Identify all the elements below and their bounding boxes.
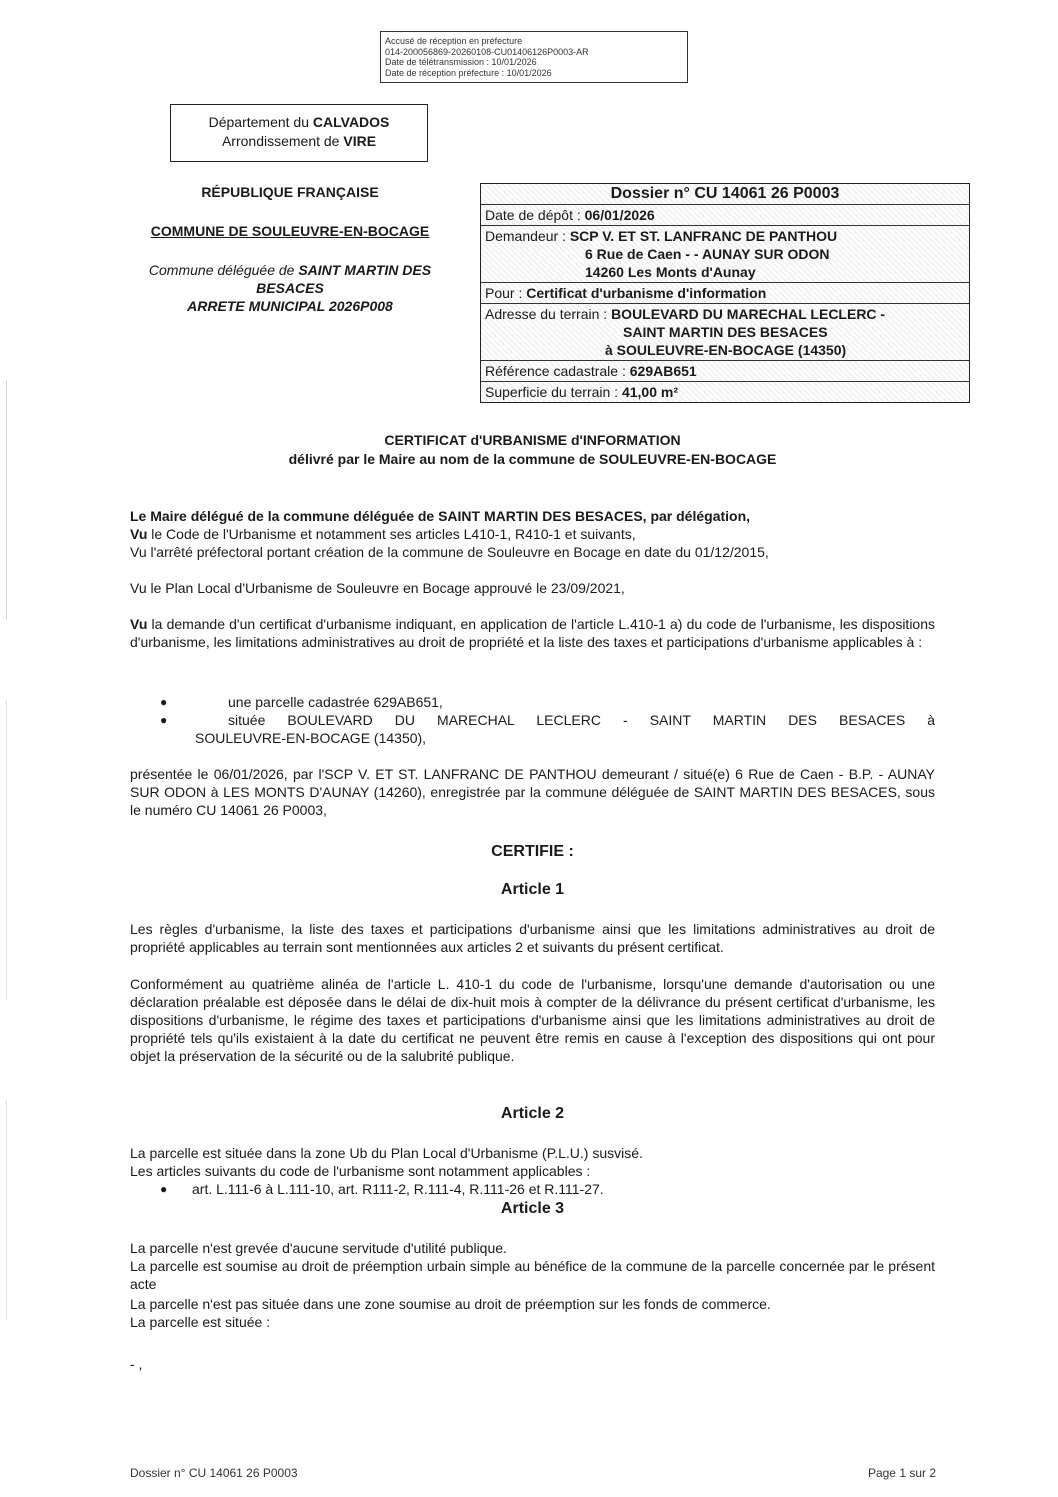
- department-name: CALVADOS: [312, 114, 390, 130]
- dossier-title: Dossier n° CU 14061 26 P0003: [610, 185, 840, 202]
- article3-line2: La parcelle est soumise au droit de préemption urbain simple au bénéfice de la commune de la parcelle concernée par le présent acte: [130, 1258, 935, 1292]
- maire-line: Le Maire délégué de la commune déléguée de SAINT MARTIN DES BESACES, par délégation,: [130, 508, 751, 524]
- superficie-value: 41,00 m²: [621, 384, 679, 400]
- vu-text: le Code de l'Urbanisme et notamment ses articles L410-1, R410-1 et suivants,: [147, 526, 636, 542]
- vu-code-urbanisme: [130, 525, 935, 543]
- article2-heading: Article 2: [500, 1105, 565, 1122]
- vu-keyword: Vu: [130, 616, 148, 632]
- article2-bullet: art. L.111-6 à L.111-10, art. R111-2, R.111-4, R.111-26 et R.111-27.: [192, 1181, 604, 1197]
- dossier-box: [480, 183, 970, 403]
- trailing-mark: - ,: [130, 1356, 143, 1372]
- bullet-dot: ●: [160, 695, 168, 709]
- depot-label: Date de dépôt :: [485, 207, 585, 223]
- bullet-dot: ●: [160, 1182, 168, 1196]
- dossier-depot: [481, 204, 969, 225]
- arrete-number: ARRETE MUNICIPAL 2026P008: [187, 298, 393, 314]
- adresse-line1: BOULEVARD DU MARECHAL LECLERC -: [611, 306, 886, 322]
- dossier-pour: [481, 282, 969, 303]
- depot-value: 06/01/2026: [584, 207, 655, 223]
- presentee-paragraph: présentée le 06/01/2026, par l'SCP V. ET ST. LANFRANC DE PANTHOU demeurant / situé(e) 6 Rue de Caen - B.P. - AUNAY SUR ODON à LES MONTS D'AUNAY (14260), enregistrée par la commune déléguée de SAINT MARTIN DES BESACES, sous le numéro CU 14061 26 P0003,: [130, 766, 935, 818]
- adresse-label: Adresse du terrain :: [485, 306, 612, 322]
- reception-stamp: [380, 31, 688, 83]
- bullet-situee: située BOULEVARD DU MARECHAL LECLERC - SAINT MARTIN DES BESACES à: [228, 712, 935, 728]
- deleguee-name-line1: SAINT MARTIN DES: [298, 262, 432, 278]
- dossier-adresse: [481, 303, 969, 360]
- footer-page-number: Page 1 sur 2: [867, 1466, 936, 1480]
- department-prefix: Département du: [208, 114, 313, 130]
- adresse-line3: à SOULEUVRE-EN-BOCAGE (14350): [605, 342, 847, 358]
- article1-paragraph1: Les règles d'urbanisme, la liste des taxes et participations d'urbanisme ainsi que les limitations administratives au droit de propriété applicables au terrain sont mentionnées aux articles 2 et suivants du présent certificat.: [130, 921, 935, 955]
- certificat-title: CERTIFICAT d'URBANISME d'INFORMATION: [384, 432, 681, 448]
- scan-edge-mark: [6, 700, 7, 1000]
- bullet-situee-cont: SOULEUVRE-EN-BOCAGE (14350),: [195, 730, 427, 746]
- dossier-reference: [481, 360, 969, 381]
- vu-demande: [130, 615, 935, 651]
- demandeur-line2: 6 Rue de Caen - - AUNAY SUR ODON: [585, 246, 830, 262]
- dossier-superficie: [481, 381, 969, 402]
- demandeur-line3: 14260 Les Monts d'Aunay: [585, 264, 756, 280]
- bullet-dot: ●: [160, 713, 168, 727]
- superficie-label: Superficie du terrain :: [485, 384, 622, 400]
- pour-value: Certificat d'urbanisme d'information: [526, 285, 767, 301]
- demandeur-label: Demandeur :: [485, 228, 570, 244]
- commune-heading: COMMUNE DE SOULEUVRE-EN-BOCAGE: [150, 223, 430, 239]
- article3-heading: Article 3: [500, 1200, 565, 1217]
- article3-line4: La parcelle est située :: [130, 1314, 271, 1330]
- arrondissement-line: [171, 132, 427, 151]
- scan-edge-mark: [6, 380, 7, 620]
- article3-line3: La parcelle n'est pas située dans une zone soumise au droit de préemption sur les fonds de commerce.: [130, 1296, 771, 1312]
- pour-label: Pour :: [485, 285, 527, 301]
- reference-value: 629AB651: [629, 363, 697, 379]
- republique-heading: RÉPUBLIQUE FRANÇAISE: [201, 184, 379, 200]
- scan-edge-mark: [6, 1100, 7, 1320]
- vu-text: la demande d'un certificat d'urbanisme indiquant, en application de l'article L.410-1 a) du code de l'urbanisme, les dispositions d'urbanisme, les limitations administratives au droit de propriété et la liste des taxes et participations d'urbanisme applicables à :: [130, 616, 935, 650]
- arrondissement-prefix: Arrondissement de: [221, 133, 344, 149]
- certifie-heading: CERTIFIE :: [491, 843, 574, 860]
- stamp-line: Accusé de réception en préfecture: [385, 36, 523, 46]
- vu-arrete-prefectoral: Vu l'arrêté préfectoral portant création de la commune de Souleuvre en Bocage en date du 01/12/2015,: [130, 544, 769, 560]
- demandeur-line1: SCP V. ET ST. LANFRANC DE PANTHOU: [569, 228, 838, 244]
- department-line: [171, 113, 427, 132]
- arrondissement-name: VIRE: [343, 133, 377, 149]
- stamp-line: Date de réception préfecture : 10/01/2026: [385, 67, 552, 78]
- adresse-line2: SAINT MARTIN DES BESACES: [623, 324, 828, 340]
- article1-paragraph2: Conformément au quatrième alinéa de l'article L. 410-1 du code de l'urbanisme, lorsqu'une demande d'autorisation ou une déclaration préalable est déposée dans le délai de dix-huit mois à compter de la délivrance du présent certificat d'urbanisme, les dispositions d'urbanisme, le régime des taxes et participations d'urbanisme ainsi que les limitations administratives au droit de propriété tels qu'ils existaient à la date du certificat ne peuvent être remis en cause à l'exception des dispositions qui ont pour objet la préservation de la sécurité ou de la salubrité publique.: [130, 976, 935, 1064]
- reference-label: Référence cadastrale :: [485, 363, 630, 379]
- article2-line1: La parcelle est située dans la zone Ub du Plan Local d'Urbanisme (P.L.U.) susvisé.: [130, 1145, 643, 1161]
- stamp-line: Date de télétransmission : 10/01/2026: [385, 57, 537, 67]
- article1-heading: Article 1: [500, 881, 565, 898]
- article2-line2: Les articles suivants du code de l'urbanisme sont notamment applicables :: [130, 1163, 591, 1179]
- department-box: [170, 104, 428, 162]
- vu-plu: Vu le Plan Local d'Urbanisme de Souleuvre en Bocage approuvé le 23/09/2021,: [130, 580, 625, 596]
- commune-deleguee: [120, 261, 460, 315]
- deleguee-prefix: Commune déléguée de: [148, 262, 299, 278]
- footer-dossier: Dossier n° CU 14061 26 P0003: [130, 1466, 298, 1480]
- vu-keyword: Vu: [130, 526, 148, 542]
- stamp-line: 014-200056869-20260108-CU01406126P0003-AR: [385, 46, 589, 57]
- deleguee-name-line2: BESACES: [256, 280, 324, 296]
- bullet-parcelle: une parcelle cadastrée 629AB651,: [228, 694, 443, 710]
- certificat-subtitle: délivré par le Maire au nom de la commune de SOULEUVRE-EN-BOCAGE: [288, 451, 777, 467]
- dossier-demandeur: [481, 225, 969, 282]
- article3-line1: La parcelle n'est grevée d'aucune servitude d'utilité publique.: [130, 1240, 507, 1256]
